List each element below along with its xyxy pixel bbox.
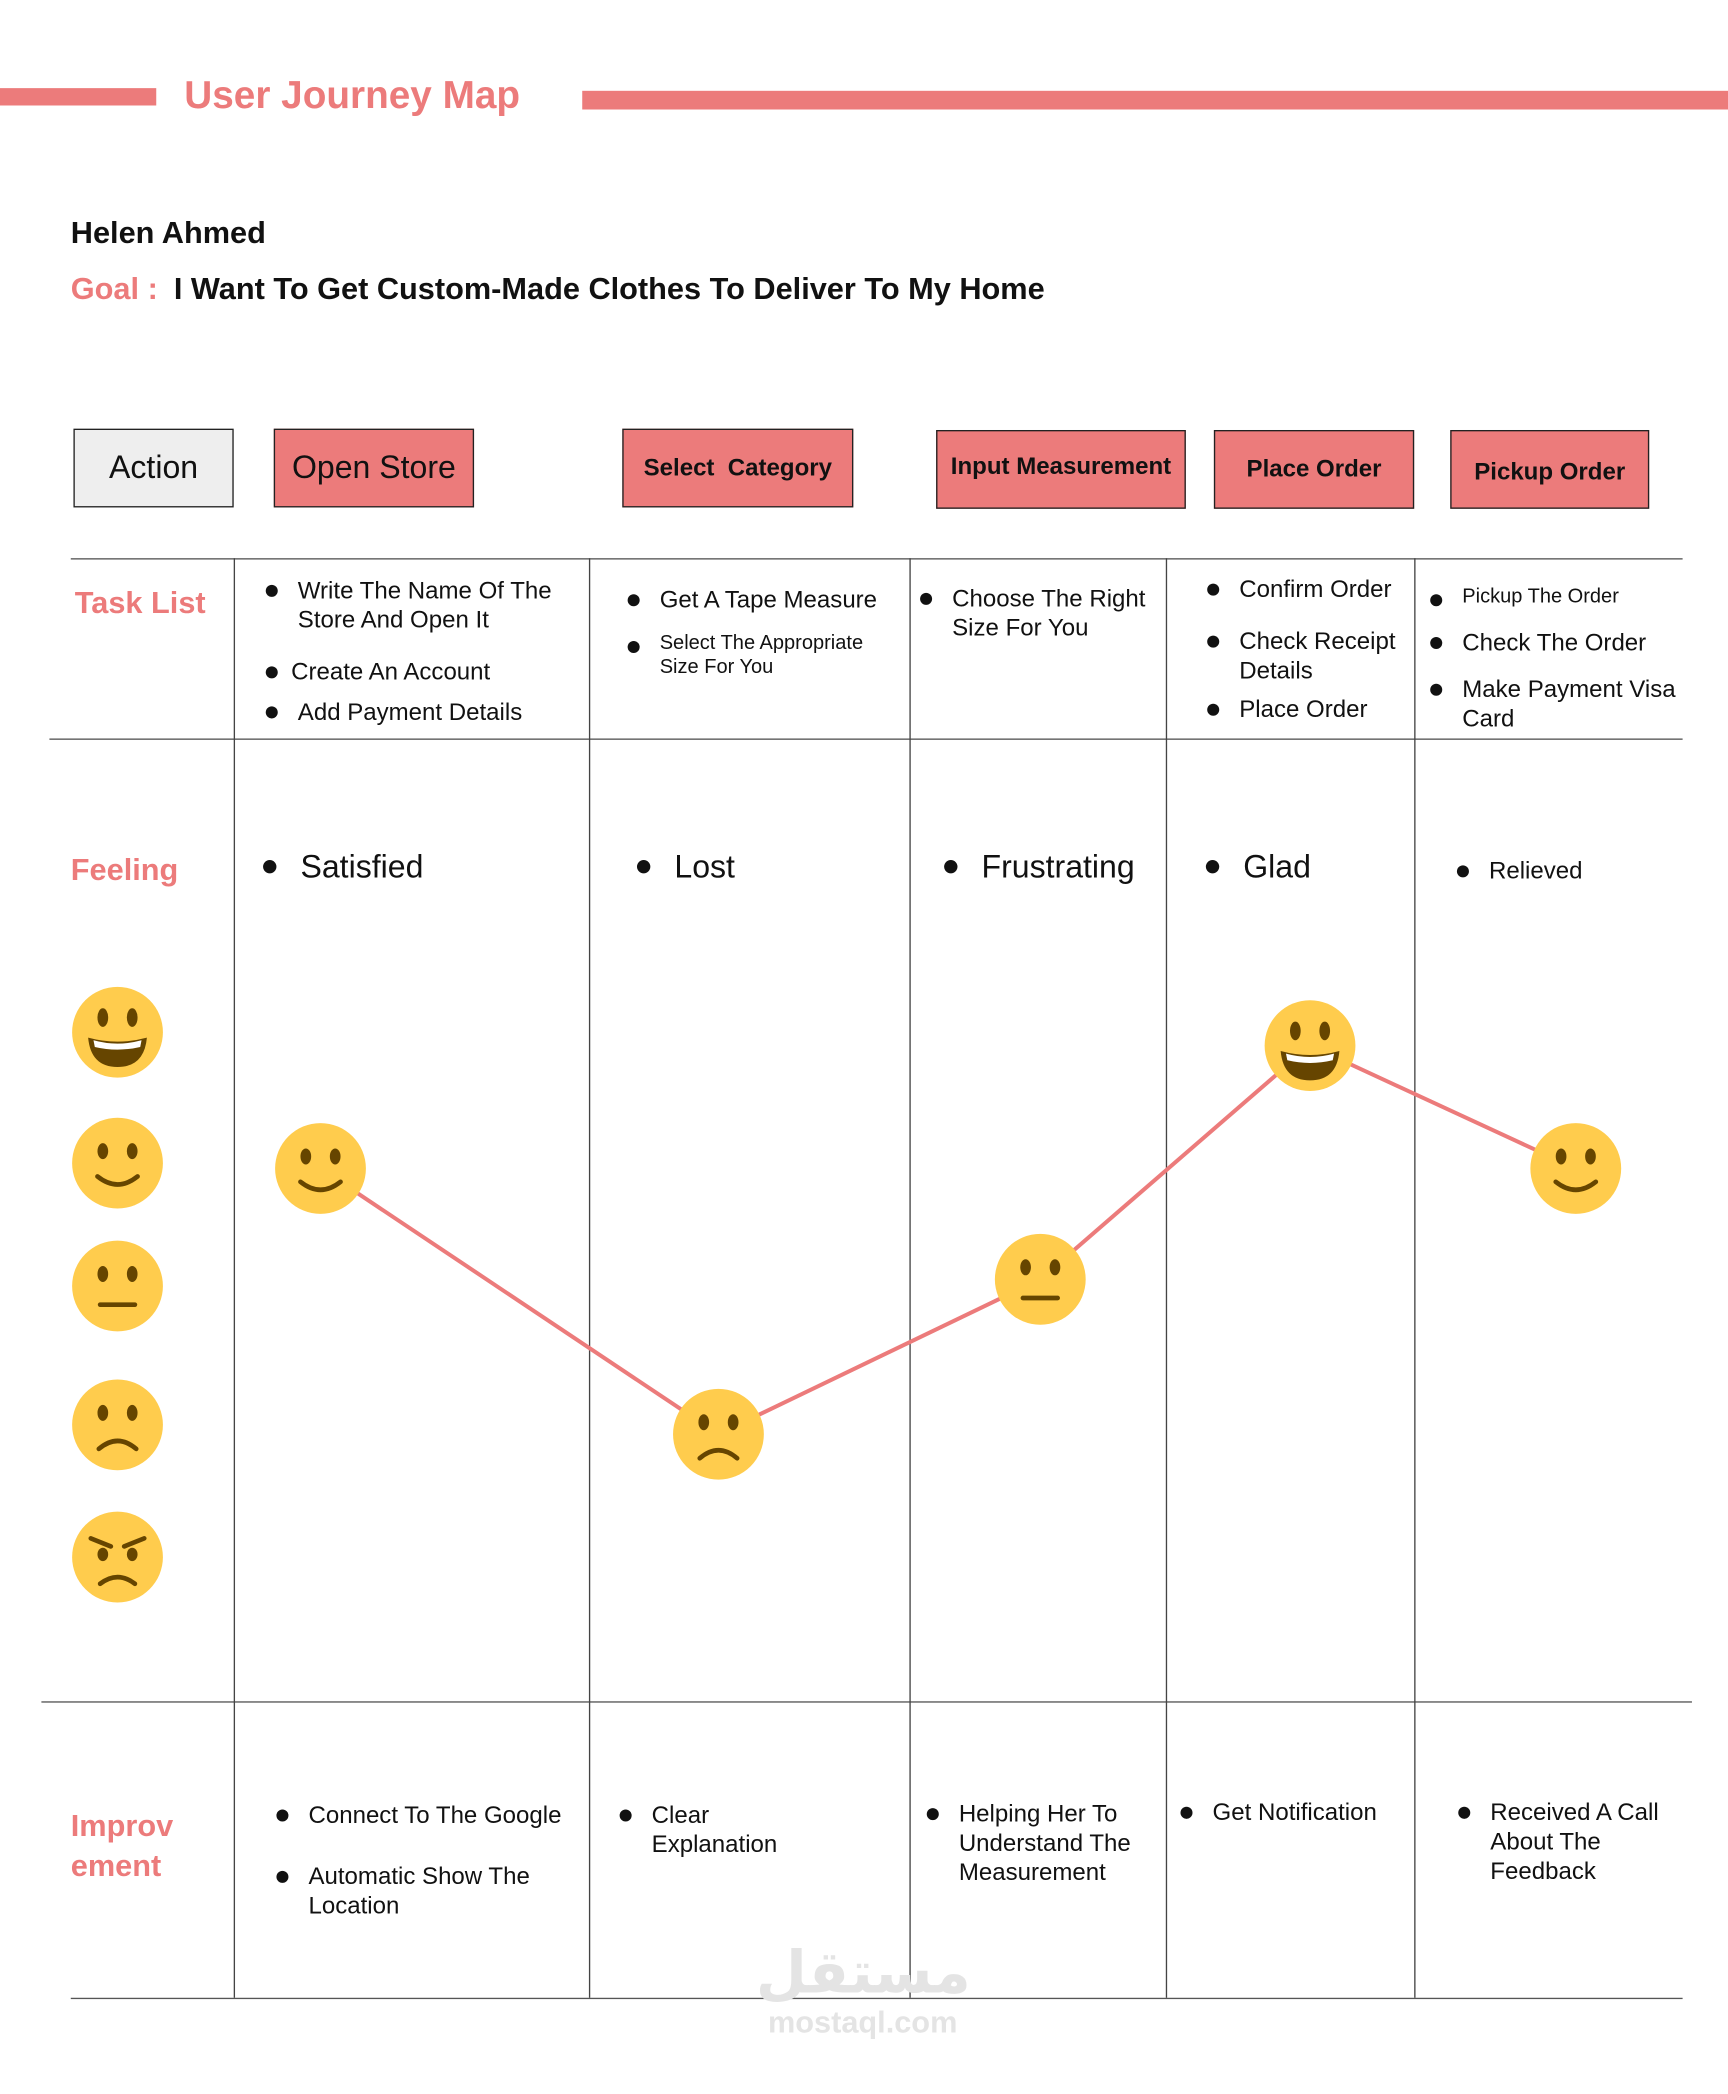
angry-face-icon bbox=[72, 1512, 163, 1603]
goal-text: I Want To Get Custom-Made Clothes To Deliver To My Home bbox=[173, 271, 1045, 306]
task-item: Make Payment Visa Card bbox=[1430, 674, 1696, 733]
page-title: User Journey Map bbox=[184, 74, 521, 118]
feeling-item: Glad bbox=[1206, 849, 1311, 886]
task-item: Confirm Order bbox=[1207, 574, 1391, 603]
improvement-item: Received A Call About The Feedback bbox=[1458, 1797, 1690, 1885]
neutral-face-icon bbox=[72, 1241, 163, 1332]
journey-line-segment bbox=[320, 1168, 718, 1434]
stage-place-order: Place Order bbox=[1214, 430, 1414, 509]
improvement-item: Connect To The Google bbox=[276, 1800, 561, 1829]
task-item: Get A Tape Measure bbox=[628, 585, 877, 614]
row-label-feeling: Feeling bbox=[70, 851, 179, 887]
feeling-item: Lost bbox=[637, 849, 735, 886]
task-item: Create An Account bbox=[266, 657, 490, 686]
improvement-item: Get Notification bbox=[1180, 1797, 1376, 1826]
task-item: Add Payment Details bbox=[266, 697, 523, 726]
slightly-smiling-face-icon bbox=[275, 1123, 366, 1214]
task-item: Place Order bbox=[1207, 694, 1367, 723]
persona-name: Helen Ahmed bbox=[70, 214, 266, 250]
feeling-item: Satisfied bbox=[263, 849, 423, 886]
frowning-face-icon bbox=[673, 1389, 764, 1480]
improvement-item: Helping Her To Understand The Measurement bbox=[927, 1799, 1173, 1887]
task-item: Write The Name Of The Store And Open It bbox=[266, 576, 565, 635]
stage-select-category: Select Category bbox=[622, 429, 853, 508]
neutral-face-icon bbox=[995, 1234, 1086, 1325]
slightly-smiling-face-icon bbox=[72, 1118, 163, 1209]
grinning-face-icon bbox=[72, 987, 163, 1078]
goal-label: Goal : bbox=[70, 271, 158, 306]
stage-pickup-order: Pickup Order bbox=[1450, 430, 1649, 509]
journey-line-segment bbox=[1040, 1046, 1310, 1280]
task-item: Choose The Right Size For You bbox=[920, 584, 1166, 643]
grinning-face-icon bbox=[1265, 1000, 1356, 1091]
feeling-item: Frustrating bbox=[944, 849, 1135, 886]
frowning-face-icon bbox=[72, 1379, 163, 1470]
task-item: Select The Appropriate Size For You bbox=[628, 632, 887, 680]
watermark-latin: mostaql.com bbox=[767, 2004, 958, 2040]
stage-input-measurement: Input Measurement bbox=[936, 430, 1186, 509]
row-label-improvement: Improv ement bbox=[70, 1808, 174, 1883]
slightly-smiling-face-icon bbox=[1530, 1123, 1621, 1214]
task-item: Pickup The Order bbox=[1430, 585, 1619, 609]
journey-line-segment bbox=[718, 1279, 1040, 1434]
watermark bbox=[755, 1940, 971, 2040]
stage-open-store: Open Store bbox=[274, 429, 474, 508]
improvement-item: Automatic Show The Location bbox=[276, 1862, 535, 1921]
task-item: Check Receipt Details bbox=[1207, 626, 1426, 685]
watermark-arabic: مستقل bbox=[755, 1940, 971, 2006]
action-header: Action bbox=[73, 429, 233, 508]
feeling-item: Relieved bbox=[1457, 856, 1583, 885]
task-item: Check The Order bbox=[1430, 628, 1646, 657]
row-label-task-list: Task List bbox=[74, 584, 206, 620]
improvement-item: Clear Explanation bbox=[620, 1800, 826, 1859]
